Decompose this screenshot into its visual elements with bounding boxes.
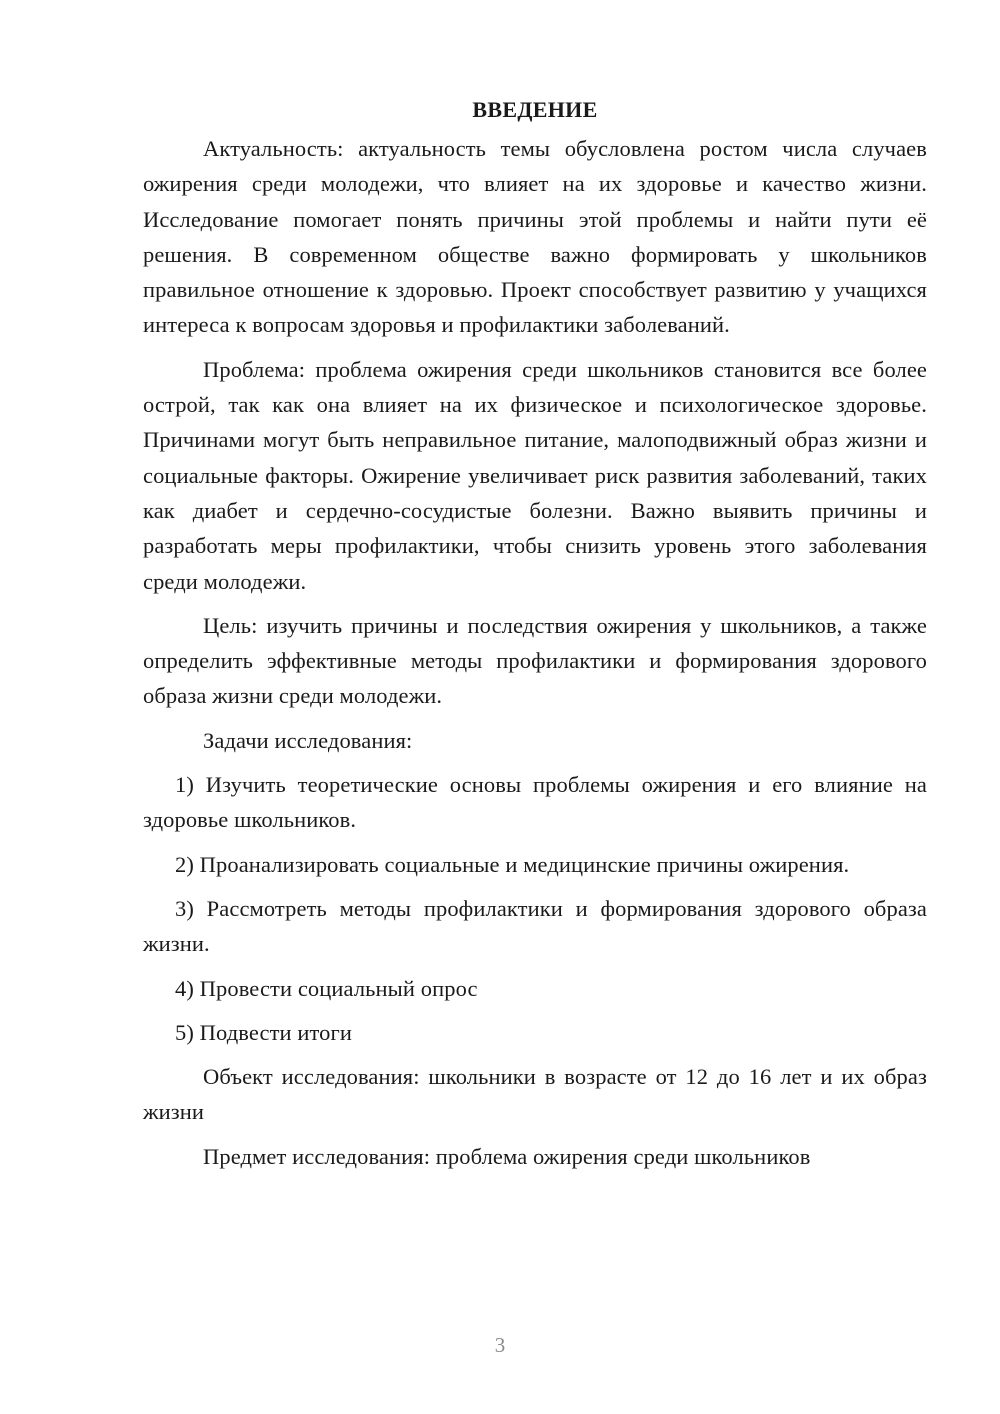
section-heading: ВВЕДЕНИЕ (472, 97, 598, 122)
problem-paragraph: Проблема: проблема ожирения среди школьников становится все более острой, так как она влияет на их физическое и психологическое здоровье. Причинами могут быть неправильное питание, малоподвижный образ жизни и социальные факторы. Ожирение увеличивает риск развития заболеваний, таких как диабет и сердечно-сосудистые болезни. Важно выявить причины и разработать меры профилактики, чтобы снизить уровень этого заболевания среди молодежи. (143, 356, 927, 594)
document-page (143, 92, 927, 1183)
task-item-1: 1) Изучить теоретические основы проблемы ожирения и его влияние на здоровье школьников. (143, 772, 927, 833)
task-item-5: 5) Подвести итоги (175, 1019, 352, 1045)
object-paragraph: Объект исследования: школьники в возрасте от 12 до 16 лет и их образ жизни (143, 1064, 927, 1125)
relevance-paragraph: Актуальность: актуальность темы обусловлена ростом числа случаев ожирения среди молодежи, что влияет на их здоровье и качество жизни. Исследование помогает понять причины этой проблемы и найти пути её решения. В современном обществе важно формировать у школьников правильное отношение к здоровью. Проект способствует развитию у учащихся интереса к вопросам здоровья и профилактики заболеваний. (143, 136, 927, 338)
subject-paragraph: Предмет исследования: проблема ожирения среди школьников (203, 1143, 811, 1169)
page-number: 3 (494, 1333, 506, 1357)
tasks-title: Задачи исследования: (203, 727, 413, 753)
task-item-3: 3) Рассмотреть методы профилактики и формирования здорового образа жизни. (143, 895, 927, 957)
task-item-4: 4) Провести социальный опрос (175, 975, 478, 1001)
task-item-2: 2) Проанализировать социальные и медицинские причины ожирения. (175, 851, 850, 877)
goal-paragraph: Цель: изучить причины и последствия ожирения у школьников, а также определить эффективные методы профилактики и формирования здорового образа жизни среди молодежи. (143, 612, 927, 709)
